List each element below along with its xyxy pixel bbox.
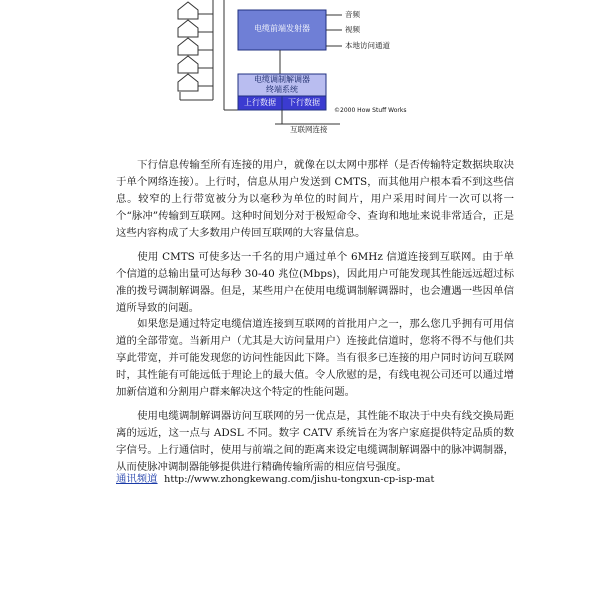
headend-label: 电缆前端发射器 — [254, 24, 310, 33]
local-access-label: 本地访问通道 — [345, 41, 390, 50]
paragraph-2-text: 使用 CMTS 可使多达一千名的用户通过单个 6MHz 信道连接到互联网。由于单个信道的总输出量可达每秒 30-40 兆位(Mbps)，因此用户可能发现其性能远远超过标准的拨号调制解调器。但是，某些用户在使用电缆调制解调器时，也会遭遇一些因单信道所导致的问题。 — [116, 251, 514, 314]
house-icon — [178, 38, 198, 55]
paragraph-2 — [116, 249, 514, 317]
cmts-title-line1: 电缆调制解调器 — [254, 75, 310, 84]
house-icon — [178, 20, 198, 37]
footer-line — [116, 471, 514, 488]
channel-link[interactable]: 通讯频道 — [116, 473, 158, 485]
paragraph-1-text: 下行信息传输至所有连接的用户，就像在以太网中那样（是否传输特定数据块取决于单个网络连接）。上行时，信息从用户发送到 CMTS，而其他用户根本看不到这些信息。较窄的上行带宽被分为以毫秒为单位的时间片，用户采用时间片一次可以将一个“脉冲”传输到互联网。这种时间划分对于极短命令、查询和地址来说非常适合，正是这些内容构成了大多数用户传回互联网的大容量信息。 — [116, 159, 514, 239]
audio-label: 音频 — [345, 10, 360, 19]
house-icon — [178, 74, 198, 91]
house-icon — [178, 2, 198, 19]
downstream-label: 下行数据 — [288, 98, 320, 107]
cmts-title-line2: 终端系统 — [266, 85, 298, 94]
paragraph-3 — [116, 316, 514, 401]
copyright-label: ©2000 How Stuff Works — [334, 107, 407, 114]
house-icons — [178, 2, 198, 91]
paragraph-3-text: 如果您是通过特定电缆信道连接到互联网的首批用户之一，那么您几乎拥有可用信道的全部带宽。当新用户（尤其是大访问量用户）连接此信道时，您将不得不与他们共享此带宽，并可能发现您的访问性能因此下降。当有很多已连接的用户同时访问互联网时，其性能有可能远低于理论上的最大值。令人欣慰的是，有线电视公司还可以通过增加新信道和分割用户群来解决这个特定的性能问题。 — [116, 318, 514, 398]
house-icon — [178, 56, 198, 73]
source-url: http://www.zhongkewang.com/jishu-tongxun-cp-isp-mat — [164, 474, 435, 485]
paragraph-1 — [116, 157, 514, 242]
internet-label: 互联网连接 — [290, 125, 328, 134]
upstream-label: 上行数据 — [244, 98, 276, 107]
cable-network-diagram — [0, 0, 600, 140]
paragraph-4 — [116, 408, 514, 476]
diagram-graphics — [0, 0, 600, 140]
paragraph-4-text: 使用电缆调制解调器访问互联网的另一优点是，其性能不取决于中央有线交换局距离的远近，这一点与 ADSL 不同。数字 CATV 系统旨在为客户家庭提供特定品质的数字信号。上行通信时，使用与前端之间的距离来设定电缆调制解调器中的脉冲调制器，从而使脉冲调制器能够提供进行精确传输所需的相应信号强度。 — [116, 410, 514, 473]
video-label: 视频 — [345, 25, 360, 34]
internet-connection-line — [275, 110, 340, 124]
